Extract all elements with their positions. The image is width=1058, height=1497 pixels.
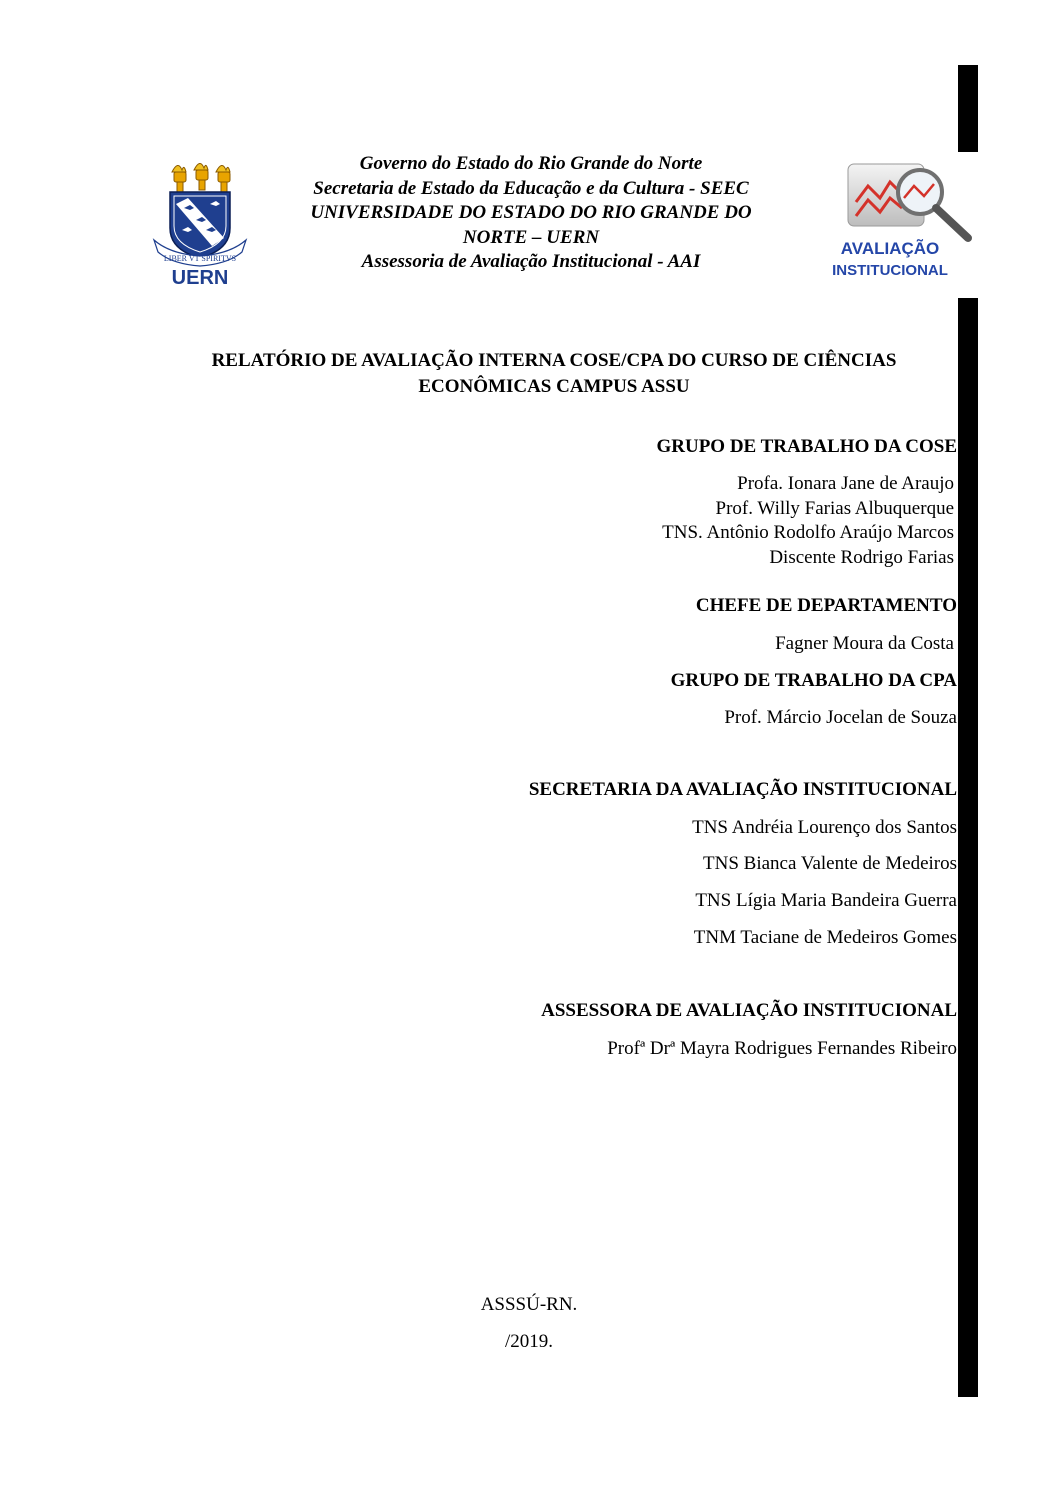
member-name: TNM Taciane de Medeiros Gomes — [693, 927, 957, 948]
header-line-government: Governo do Estado do Rio Grande do Norte — [359, 153, 703, 174]
header-line-university-cont: NORTE – UERN — [462, 226, 600, 248]
aval-logo-line1: AVALIAÇÃO — [840, 239, 940, 258]
page-edge-bar-bottom — [958, 298, 978, 1397]
footer-date: /2019. — [504, 1331, 554, 1352]
uern-logo-text: UERN — [171, 267, 229, 289]
member-name: TNS Lígia Maria Bandeira Guerra — [695, 890, 957, 911]
uern-logo — [150, 158, 250, 290]
member-name: Fagner Moura da Costa — [775, 633, 954, 654]
section-heading-assessora: ASSESSORA DE AVALIAÇÃO INSTITUCIONAL — [541, 1000, 957, 1021]
member-name: TNS Bianca Valente de Medeiros — [703, 853, 957, 874]
section-heading-chefe: CHEFE DE DEPARTAMENTO — [695, 595, 957, 616]
header-line-university: UNIVERSIDADE DO ESTADO DO RIO GRANDE DO — [310, 202, 752, 223]
uern-motto: LIBER VT SPIRITVS — [163, 254, 237, 263]
aval-logo-line2: INSTITUCIONAL — [832, 262, 948, 279]
page-edge-bar-top — [958, 65, 978, 152]
report-title-line1: RELATÓRIO DE AVALIAÇÃO INTERNA COSE/CPA DO CURSO DE CIÊNCIAS — [211, 350, 897, 371]
avaliacao-institucional-logo — [828, 158, 980, 288]
section-heading-cose: GRUPO DE TRABALHO DA COSE — [656, 436, 957, 457]
report-title — [130, 348, 978, 400]
member-name: Profa. Ionara Jane de Araujo — [737, 473, 954, 494]
member-name: TNS. Antônio Rodolfo Araújo Marcos — [662, 522, 954, 543]
member-name: Prof. Willy Farias Albuquerque — [715, 498, 954, 519]
member-name: Profª Drª Mayra Rodrigues Fernandes Ribeiro — [607, 1038, 957, 1059]
report-title-line2: ECONÔMICAS CAMPUS ASSU — [418, 376, 690, 397]
header-line-assessoria: Assessoria de Avaliação Institucional - AAI — [361, 251, 701, 272]
member-name: Discente Rodrigo Farias — [769, 547, 954, 568]
magnifier-chart-icon — [828, 158, 980, 288]
footer-place: ASSSÚ-RN. — [480, 1294, 578, 1315]
institution-header — [270, 152, 792, 275]
section-heading-cpa: GRUPO DE TRABALHO DA CPA — [670, 670, 957, 691]
member-name: TNS Andréia Lourenço dos Santos — [692, 817, 957, 838]
member-name: Prof. Márcio Jocelan de Souza — [724, 707, 957, 728]
header-line-secretaria: Secretaria de Estado da Educação e da Cultura - SEEC — [313, 177, 749, 199]
section-heading-secretaria: SECRETARIA DA AVALIAÇÃO INSTITUCIONAL — [528, 779, 957, 800]
